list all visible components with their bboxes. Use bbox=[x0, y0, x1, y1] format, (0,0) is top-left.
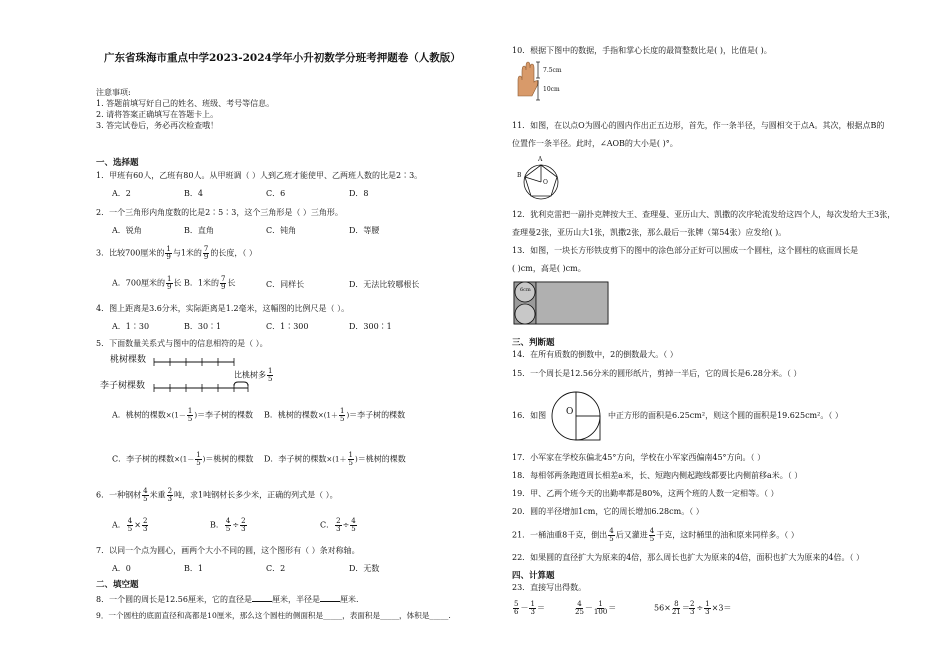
fraction bbox=[594, 601, 607, 616]
denominator: 5 bbox=[225, 525, 231, 533]
q2-option-a: A．锐角 bbox=[112, 226, 142, 235]
q3-text: 与1米的 bbox=[172, 248, 202, 258]
denominator: 3 bbox=[530, 608, 535, 616]
question-17: 17．小军家在学校东偏北45°方向，学校在小军家西偏南45°方向。（ ） bbox=[512, 453, 766, 462]
question-13-line2: ( )cm，高是( )cm。 bbox=[512, 264, 586, 273]
denominator: 3 bbox=[690, 608, 695, 616]
expression-3 bbox=[654, 601, 690, 616]
numerator: 4 bbox=[351, 517, 356, 525]
numerator: 1 bbox=[348, 451, 353, 459]
fraction bbox=[672, 601, 681, 616]
operand: ×3＝ bbox=[711, 603, 732, 613]
denominator: 3 bbox=[336, 525, 341, 533]
opt-text: C．李子树的棵数 bbox=[112, 454, 175, 464]
q2-option-d: D．等腰 bbox=[349, 226, 380, 235]
denominator: 9 bbox=[166, 253, 171, 261]
opt-text: B． bbox=[210, 520, 224, 530]
numerator: 4 bbox=[143, 487, 148, 495]
question-13-line1: 13．如图，一块长方形铁皮剪下的图中的涂色部分正好可以围成一个圆柱，这个圆柱的底面周长是 bbox=[512, 246, 859, 255]
denominator: 3 bbox=[241, 525, 246, 533]
opt-text: ＝桃树的棵数 bbox=[205, 454, 254, 464]
fraction bbox=[689, 601, 695, 616]
expression-4 bbox=[688, 601, 731, 616]
segment-diagram bbox=[96, 0, 496, 672]
fraction bbox=[704, 601, 710, 616]
point-a-label: A bbox=[538, 156, 543, 163]
denominator: 5 bbox=[348, 459, 353, 467]
q5-option-c: C．李子树的棵数×(1－ $\frac{1}{5}$ )＝桃树的棵数 bbox=[112, 451, 254, 467]
notes-item: 3. 答完试卷后，务必再次检查哦！ bbox=[96, 121, 219, 130]
palm-length: 10cm bbox=[543, 86, 560, 93]
fraction bbox=[167, 488, 173, 503]
denominator: 5 bbox=[268, 375, 273, 383]
question-15: 15．一个周长是12.56分米的圆形纸片，剪掉一半后，它的周长是6.28分米。（ ） bbox=[512, 369, 802, 378]
question-16-pre: 16．如图 bbox=[512, 411, 547, 420]
q6-text: 6．一种钢材 bbox=[96, 490, 142, 500]
fraction bbox=[608, 528, 614, 543]
numerator: 1 bbox=[598, 600, 603, 608]
q3-option-d: D．无法比较哪根长 bbox=[349, 280, 420, 289]
question-5-stem: 5．下面数量关系式与图中的信息相符的是（ ）。 bbox=[96, 339, 268, 348]
denominator: 25 bbox=[575, 608, 584, 616]
numerator: 2 bbox=[167, 487, 173, 495]
fraction bbox=[339, 408, 345, 423]
q1-option-d: D．8 bbox=[349, 189, 369, 198]
hand-figure bbox=[518, 62, 538, 96]
fraction bbox=[649, 528, 655, 543]
numerator: 4 bbox=[127, 517, 133, 525]
answer-blank[interactable] bbox=[320, 593, 340, 602]
opt-text: 1－ bbox=[182, 455, 195, 464]
diagram-note bbox=[234, 368, 274, 383]
q3-text: 的长度，（ ） bbox=[210, 248, 257, 258]
denominator: 9 bbox=[203, 253, 209, 261]
q7-option-b: B．1 bbox=[184, 564, 203, 573]
denominator: 5 bbox=[339, 415, 345, 423]
notes-item: 1. 答题前填写好自己的姓名、班级、考号等信息。 bbox=[96, 99, 275, 108]
q2-option-c: C．钝角 bbox=[266, 226, 297, 235]
numerator: 1 bbox=[339, 407, 345, 415]
q7-option-c: C．2 bbox=[266, 564, 286, 573]
figures-right bbox=[512, 0, 912, 672]
denominator: 5 bbox=[649, 535, 655, 543]
operator: － bbox=[520, 603, 529, 613]
q5-option-d: D．李子树的棵数×(1＋ $\frac{1}{5}$ )＝桃树的棵数 bbox=[264, 451, 406, 467]
fraction bbox=[529, 601, 535, 616]
operator: ÷ bbox=[232, 520, 240, 530]
question-19: 19．甲、乙两个班今天的出勤率都是80%，这两个班的人数一定相等。（ ） bbox=[512, 489, 779, 498]
opt-text: 1－ bbox=[174, 411, 186, 420]
numerator: 1 bbox=[268, 367, 273, 375]
answer-blank[interactable] bbox=[252, 593, 272, 602]
opt-text: C． bbox=[320, 520, 335, 530]
q6-text: 吨，求1吨钢材长多少米，正确的列式是（ ）。 bbox=[174, 490, 338, 500]
operator: － bbox=[584, 603, 593, 613]
denominator: 6 bbox=[514, 608, 519, 616]
numerator: 1 bbox=[196, 451, 201, 459]
fraction bbox=[513, 601, 519, 616]
numerator: 1 bbox=[187, 407, 193, 415]
q3-opt-text: 长 bbox=[227, 278, 236, 288]
numerator: 4 bbox=[225, 517, 231, 525]
denominator: 100 bbox=[593, 608, 608, 616]
notes-item: 2. 请将答案正确填写在答题卡上。 bbox=[96, 110, 219, 119]
q6-option-c bbox=[320, 518, 358, 533]
q8-text: 8．一个圆的周长是12.56厘米，它的直径是 bbox=[96, 595, 252, 604]
circle-square-figure bbox=[552, 392, 600, 440]
fraction bbox=[348, 452, 354, 467]
q3-opt-text: B．1米的 bbox=[184, 278, 219, 288]
denominator: 3 bbox=[142, 525, 148, 533]
q3-text: 3．比较700厘米的 bbox=[96, 248, 165, 258]
q7-option-d: D．无数 bbox=[349, 564, 380, 573]
numerator: 8 bbox=[674, 600, 679, 608]
question-2-stem: 2．一个三角形内角度数的比是2∶5∶3，这个三角形是（ ）三角形。 bbox=[96, 208, 343, 217]
fraction bbox=[225, 518, 231, 533]
numerator: 4 bbox=[609, 527, 614, 535]
q1-option-c: C．6 bbox=[266, 189, 286, 198]
q21-text: 21．一桶油重8千克，倒出 bbox=[512, 530, 608, 540]
q7-option-a: A．0 bbox=[112, 564, 131, 573]
point-o-label: O bbox=[566, 407, 574, 417]
section-calc: 四、计算题 bbox=[512, 571, 555, 581]
q8-text: 厘米. bbox=[340, 595, 359, 604]
q8-text: 厘米，半径是 bbox=[272, 595, 320, 604]
dimension-label: 6cm bbox=[520, 287, 531, 293]
question-18: 18．每相邻两条跑道周长相差a米，长、短跑内侧起跑线都要比内侧前移a米。（ ） bbox=[512, 471, 803, 480]
numerator: 7 bbox=[220, 275, 226, 283]
fraction bbox=[142, 518, 148, 533]
question-11-line2: 位置作一条半径。此时，∠AOB的大小是( )°。 bbox=[512, 139, 678, 148]
fraction bbox=[335, 518, 341, 533]
numerator: 1 bbox=[166, 245, 171, 253]
fraction bbox=[127, 518, 133, 533]
note-text: 比桃树多 bbox=[234, 370, 266, 380]
fraction bbox=[267, 368, 273, 383]
operand: 56× bbox=[654, 603, 671, 613]
opt-text: ＝李子树的棵数 bbox=[349, 410, 406, 420]
fraction bbox=[350, 518, 356, 533]
question-10-stem: 10．根据下图中的数据，手指和掌心长度的最简整数比是( )，比值是( )。 bbox=[512, 46, 772, 55]
equals: ＝ bbox=[681, 603, 690, 613]
label-peach-trees: 桃树棵数 bbox=[110, 355, 147, 365]
section-fill: 二、填空题 bbox=[96, 580, 139, 590]
opt-text: 1＋ bbox=[326, 411, 338, 420]
operator: ÷ bbox=[696, 603, 704, 613]
point-o-label: O bbox=[543, 179, 548, 186]
numerator: 4 bbox=[577, 600, 582, 608]
question-8-stem bbox=[96, 593, 359, 605]
equals: ＝ bbox=[536, 603, 545, 613]
question-12-line1: 12．犹利克雷把一副扑克牌按大王、查理曼、亚历山大、凯撒的次序轮流发给这四个人，每次发给大王3张， bbox=[512, 210, 896, 219]
denominator: 5 bbox=[187, 415, 193, 423]
operator: ÷ bbox=[342, 520, 350, 530]
opt-text: ＝桃树的棵数 bbox=[357, 454, 406, 464]
question-9-stem: 9．一个圆柱的底面直径和高都是10厘米，那么这个圆柱的侧面积是_____，表面积是_____，体积是_____. bbox=[96, 611, 451, 620]
opt-text: 1＋ bbox=[335, 455, 347, 464]
question-4-stem: 4．图上距离是3.6分米，实际距离是1.2毫米，这幅图的比例尺是（ ）。 bbox=[96, 304, 350, 313]
denominator: 9 bbox=[220, 283, 226, 291]
q2-option-b: B．直角 bbox=[184, 226, 214, 235]
numerator: 2 bbox=[142, 517, 148, 525]
q1-option-a: A．2 bbox=[112, 189, 131, 198]
label-plum-trees: 李子树棵数 bbox=[100, 381, 146, 391]
denominator: 9 bbox=[167, 283, 172, 291]
numerator: 1 bbox=[705, 600, 710, 608]
numerator: 2 bbox=[241, 517, 246, 525]
expression-2 bbox=[574, 601, 616, 616]
page-title: 广东省珠海市重点中学2023-2024学年小升初数学分班考押题卷（人教版） bbox=[104, 52, 461, 64]
numerator: 1 bbox=[167, 275, 172, 283]
fraction bbox=[142, 488, 148, 503]
q21-text: 千克，这时桶里的油和原来同样多。（ ） bbox=[656, 530, 799, 540]
expression-1 bbox=[512, 601, 545, 616]
q5-option-b: B．桃树的棵数×(1＋ $\frac{1}{5}$ )＝李子树的棵数 bbox=[264, 407, 406, 423]
q3-opt-text: 长 bbox=[173, 278, 182, 288]
numerator: 7 bbox=[203, 245, 209, 253]
q4-option-c: C．1∶300 bbox=[266, 322, 309, 331]
denominator: 5 bbox=[351, 525, 356, 533]
opt-text: A．桃树的棵数 bbox=[112, 410, 166, 420]
denominator: 5 bbox=[609, 535, 614, 543]
section-judge: 三、判断题 bbox=[512, 338, 555, 348]
opt-text: D．李子树的棵数 bbox=[264, 454, 327, 464]
question-20: 20．圆的半径增加1cm，它的周长增加6.28cm。（ ） bbox=[512, 507, 704, 516]
denominator: 5 bbox=[143, 495, 148, 503]
denominator: 5 bbox=[196, 459, 201, 467]
question-23-stem: 23．直接写出得数。 bbox=[512, 583, 587, 592]
question-11-line1: 11．如图，在以点O为圆心的圆内作出正五边形，首先，作一条半径，与圆相交于点A。其次，根据点B的 bbox=[512, 121, 885, 130]
q6-option-a bbox=[112, 518, 149, 533]
denominator: 3 bbox=[167, 495, 173, 503]
q6-option-b bbox=[210, 518, 248, 533]
denominator: 21 bbox=[671, 608, 681, 616]
q3-opt-text: A．700厘米的 bbox=[112, 278, 166, 288]
operator: × bbox=[134, 520, 141, 530]
question-12-line2: 查理曼2张，亚历山大1张，凯撒2张，那么最后一张牌（第54张）应发给( )。 bbox=[512, 228, 787, 237]
denominator: 3 bbox=[705, 608, 710, 616]
fraction bbox=[575, 601, 584, 616]
opt-text: B．桃树的棵数 bbox=[264, 410, 318, 420]
question-16-post: 中正方形的面积是6.25cm²，则这个圆的面积是19.625cm²。（ ） bbox=[608, 411, 843, 420]
notes-heading: 注意事项: bbox=[96, 88, 131, 97]
numerator: 5 bbox=[514, 600, 519, 608]
q4-option-a: A．1∶30 bbox=[112, 322, 150, 331]
fraction bbox=[195, 452, 201, 467]
denominator: 5 bbox=[127, 525, 133, 533]
finger-length: 7.5cm bbox=[543, 67, 562, 74]
q3-option-c: C．同样长 bbox=[266, 280, 305, 289]
q6-text: 米重 bbox=[149, 490, 166, 500]
question-21 bbox=[512, 528, 799, 543]
numerator: 2 bbox=[336, 517, 341, 525]
question-6-stem bbox=[96, 488, 338, 503]
question-14: 14．在所有质数的倒数中，2的倒数最大。（ ） bbox=[512, 350, 678, 359]
question-22: 22．如果圆的直径扩大为原来的4倍，那么周长也扩大为原来的4倍，面积也扩大为原来的4倍。（ ） bbox=[512, 553, 864, 562]
pentagon-figure bbox=[524, 165, 558, 199]
opt-text: A． bbox=[112, 520, 126, 530]
opt-text: ＝李子树的棵数 bbox=[197, 410, 254, 420]
q5-option-a: A．桃树的棵数×(1－ $\frac{1}{5}$ )＝李子树的棵数 bbox=[112, 407, 254, 423]
numerator: 1 bbox=[530, 600, 535, 608]
q4-option-d: D．300∶1 bbox=[349, 322, 392, 331]
question-7-stem: 7．以同一个点为圆心，画两个大小不同的圆，这个图形有（ ）条对称轴。 bbox=[96, 546, 360, 555]
point-b-label: B bbox=[517, 172, 522, 179]
numerator: 2 bbox=[690, 600, 695, 608]
section-choice: 一、选择题 bbox=[96, 158, 139, 168]
q21-text: 后又灌进 bbox=[615, 530, 648, 540]
numerator: 4 bbox=[649, 527, 655, 535]
question-1-stem: 1．甲班有60人，乙班有80人。从甲班调（ ）人到乙班才能使甲、乙两班人数的比是2∶3。 bbox=[96, 171, 423, 180]
fraction bbox=[240, 518, 246, 533]
q4-option-b: B．30∶1 bbox=[184, 322, 222, 331]
q1-option-b: B．4 bbox=[184, 189, 203, 198]
equals: ＝ bbox=[608, 603, 617, 613]
fraction bbox=[187, 408, 193, 423]
